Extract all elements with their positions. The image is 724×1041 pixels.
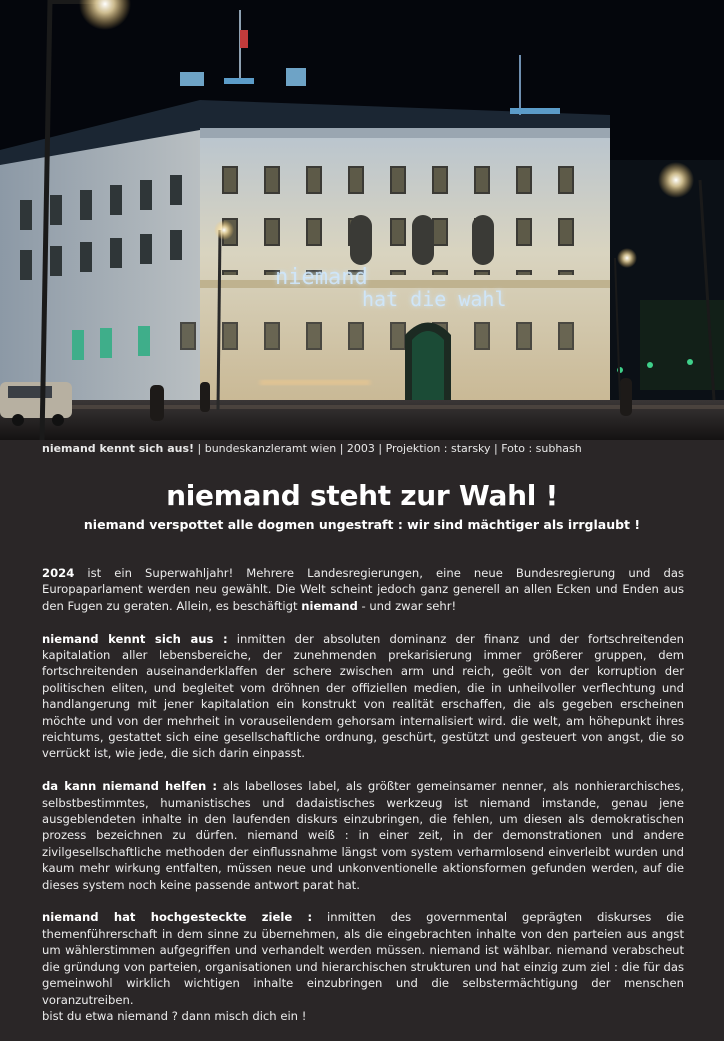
p1-text-a: ist ein Superwahljahr! Mehrere Landesregierungen, eine neue Bundesregierung und das Europaparlament werden neu gewählt. Die Welt scheint jedoch ganz generell an allen Ecken und Enden aus den Fugen zu geraten. Allein, es beschäftigt	[42, 566, 684, 613]
p2-bold-lead: niemand kennt sich aus :	[42, 631, 228, 646]
paragraph-3	[42, 778, 684, 893]
projection-text-line2: hat die wahl	[362, 287, 507, 311]
headline: niemand steht zur Wahl !	[166, 479, 558, 512]
subheadline: niemand verspottet alle dogmen ungestraft : wir sind mächtiger als irrglaubt !	[83, 517, 641, 532]
paragraph-4	[42, 909, 684, 1024]
night-building-photo	[0, 0, 724, 440]
p4-closing: bist du etwa niemand ? dann misch dich ein !	[42, 1008, 307, 1023]
p4-text: inmitten des governmental geprägten diskurses die themenführerschaft in dem sinne zu übernehmen, als die eingebrachten inhalte von den parteien aus angst um wählerstimmen aufgegriffen und verhandelt werden müssen. niemand ist wählbar. niemand verabscheut die gründung von parteien, organisationen und hierarchischen strukturen und hat einzig zum ziel : die für das gemeinwohl wirklich wichtigen inhalte einzubringen und die selbstermächtigung der menschen voranzutreiben.	[42, 910, 684, 1007]
p1-bold-lead: 2024	[42, 566, 75, 580]
projection-text-line1: niemand	[275, 265, 368, 290]
p4-bold-lead: niemand hat hochgesteckte ziele :	[42, 910, 313, 925]
caption-bold: niemand kennt sich aus!	[42, 442, 195, 455]
p1-text-b: - und zwar sehr!	[357, 598, 457, 613]
hero-photo	[0, 0, 724, 440]
photo-caption	[42, 442, 702, 456]
article-body	[42, 565, 684, 1041]
caption-rest: | bundeskanzleramt wien | 2003 | Projektion : starsky | Foto : subhash	[194, 442, 582, 455]
p2-text: inmitten der absoluten dominanz der finanz und der fortschreitenden kapitalation aller lebensbereiche, der zunehmenden prekarisierung immer größerer gruppen, dem fortschreitenden auseinanderklaffen der schere zwischen arm und reich, geölt von der korruption der politischen eliten, und begleitet vom dröhnen der offiziellen medien, die in unheilvoller verflechtung und handlangerung mit jener kapitalation ein konstrukt von realität erschaffen, die als gegeben erscheinen möchte und von der mehrheit in vorauseilendem gehorsam internalisiert wird. die welt, am höhepunkt ihres reichtums, gestattet sich eine gesellschaftliche ordnung, geschürt, gestützt und gesteuert von angst, die so verrückt ist, wie jede, die sich darin einpasst.	[42, 631, 684, 761]
p3-text: als labelloses label, als größter gemeinsamer nenner, als nonhierarchisches, selbstbestimmtes, humanistisches und dadaistisches werkzeug ist niemand imstande, genau jene ausgeblendeten inhalte in den laufenden diskurs einzubringen, die fehlen, um diesen als demokratischen prozess bezeichnen zu dürfen. niemand weiß : in einer zeit, in der demonstrationen und andere zivilgesellschaftliche methoden der einflussnahme längst vom system verharmlosend einverleibt wurden und kaum mehr wirkung entfalten, müssen neue und unkonventionelle aktionsformen gefunden werden, auf die dieses system noch keine passende antwort parat hat.	[42, 779, 685, 892]
p1-bold-mid: niemand	[301, 598, 358, 613]
p3-bold-lead: da kann niemand helfen :	[42, 779, 218, 794]
paragraph-2	[42, 631, 684, 762]
paragraph-1	[42, 565, 684, 614]
